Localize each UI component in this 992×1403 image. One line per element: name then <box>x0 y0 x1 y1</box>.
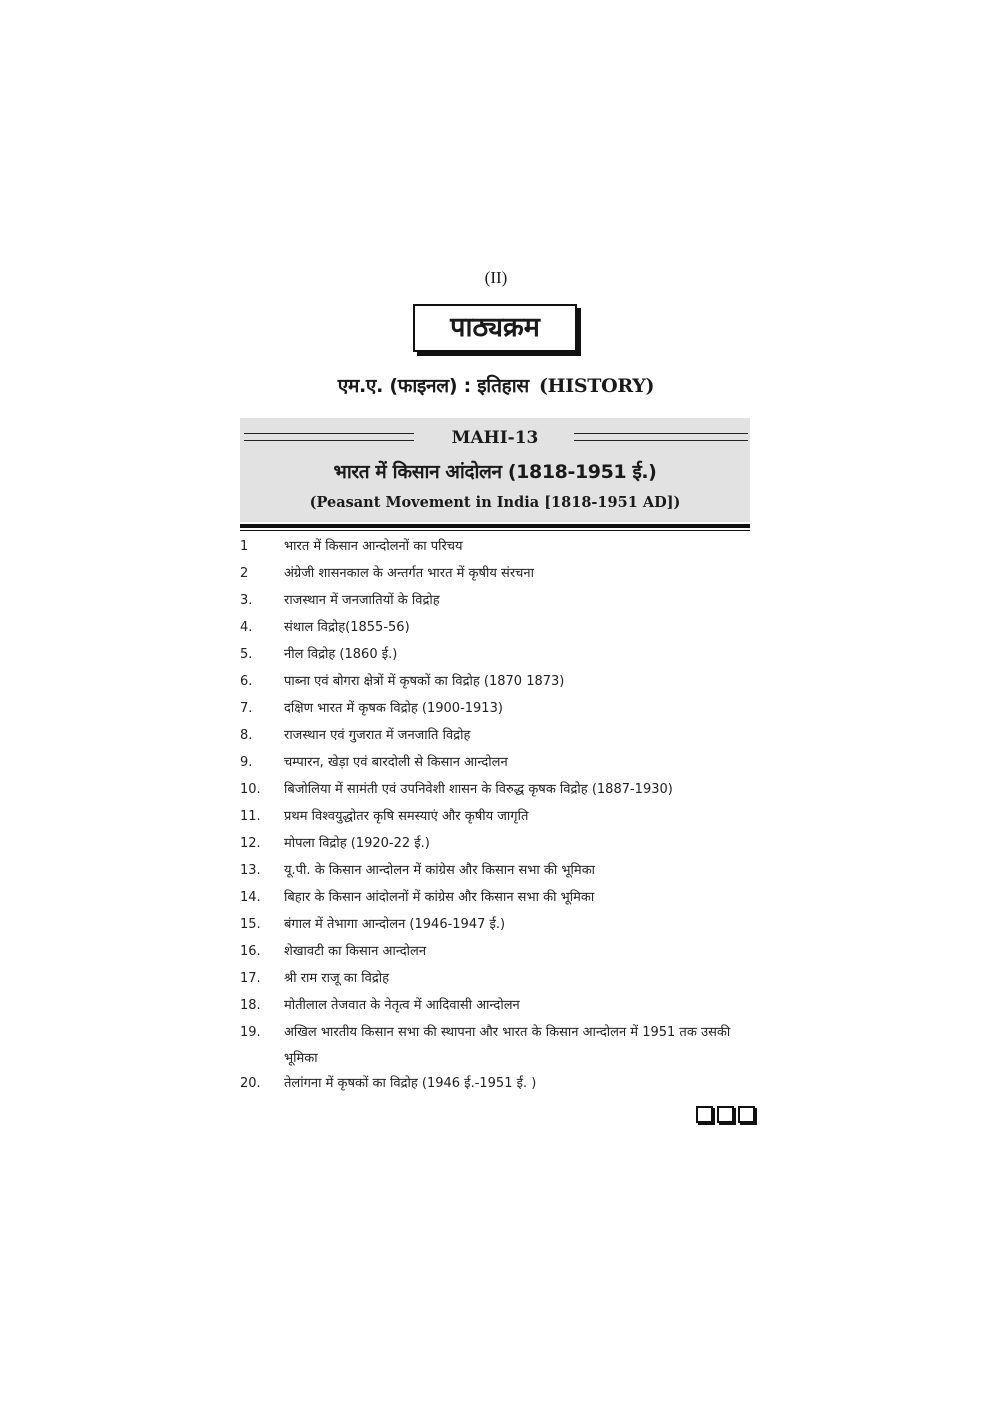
list-item <box>240 780 752 807</box>
list-item <box>240 1020 752 1074</box>
list-item <box>240 861 752 888</box>
list-item-text: शेखावटी का किसान आन्दोलन <box>284 944 427 959</box>
list-item <box>240 726 752 753</box>
course-header-rule-thin <box>240 530 750 531</box>
list-item <box>240 834 752 861</box>
end-mark-box-icon <box>696 1106 713 1123</box>
list-item-text: अंग्रेजी शासनकाल के अन्तर्गत भारत में कृषीय संरचना <box>284 566 534 581</box>
list-item-number: 11. <box>240 809 261 824</box>
end-mark-box-icon <box>738 1106 755 1123</box>
list-item-number: 9. <box>240 755 253 770</box>
list-item <box>240 537 752 564</box>
list-item-text: अखिल भारतीय किसान सभा की स्थापना और भारत के किसान आन्दोलन में 1951 तक उसकी भूमिका <box>284 1025 731 1066</box>
list-item-text: प्रथम विश्वयुद्धोतर कृषि समस्याएं और कृषीय जागृति <box>284 809 529 824</box>
list-item-number: 5. <box>240 647 253 662</box>
list-item-number: 2 <box>240 566 249 581</box>
list-item <box>240 672 752 699</box>
list-item-text: राजस्थान में जनजातियों के विद्रोह <box>284 593 440 608</box>
list-item-text: पाब्ना एवं बोगरा क्षेत्रों में कृषकों का विद्रोह (1870 1873) <box>284 674 565 689</box>
end-marks <box>696 1106 759 1124</box>
list-item <box>240 564 752 591</box>
list-item-number: 3. <box>240 593 253 608</box>
list-item-number: 6. <box>240 674 253 689</box>
list-item-number: 13. <box>240 863 261 878</box>
list-item-number: 4. <box>240 620 253 635</box>
list-item <box>240 969 752 996</box>
course-code-row <box>240 428 750 448</box>
program-subtitle-hindi: एम.ए. (फाइनल) : इतिहास <box>337 375 529 397</box>
list-item <box>240 1074 752 1101</box>
end-mark-box-icon <box>717 1106 734 1123</box>
list-item <box>240 807 752 834</box>
list-item-number: 19. <box>240 1025 261 1040</box>
course-title-hindi: भारत में किसान आंदोलन (1818-1951 ई.) <box>333 461 657 483</box>
list-item <box>240 591 752 618</box>
list-item <box>240 618 752 645</box>
list-item-text: भारत में किसान आन्दोलनों का परिचय <box>284 539 463 554</box>
page-title: पाठ्यक्रम <box>413 304 577 352</box>
list-item <box>240 888 752 915</box>
program-subtitle-english: (HISTORY) <box>538 375 655 397</box>
list-item-text: बंगाल में तेभागा आन्दोलन (1946-1947 ई.) <box>284 917 506 932</box>
list-item-text: संथाल विद्रोह(1855-56) <box>284 620 410 635</box>
program-subtitle <box>0 372 992 398</box>
list-item <box>240 915 752 942</box>
list-item-number: 10. <box>240 782 261 797</box>
page-number: (II) <box>484 268 508 287</box>
list-item-text: यू.पी. के किसान आन्दोलन में कांग्रेस और किसान सभा की भूमिका <box>284 863 596 878</box>
list-item-number: 18. <box>240 998 261 1013</box>
list-item-text: तेलांगना में कृषकों का विद्रोह (1946 ई.-1951 ई. ) <box>284 1076 537 1091</box>
list-item-text: मोपला विद्रोह (1920-22 ई.) <box>284 836 430 851</box>
list-item <box>240 699 752 726</box>
list-item <box>240 645 752 672</box>
course-title-english: (Peasant Movement in India [1818-1951 AD]) <box>309 494 681 511</box>
list-item-text: मोतीलाल तेजवात के नेतृत्व में आदिवासी आन्दोलन <box>284 998 520 1013</box>
list-item <box>240 996 752 1023</box>
list-item <box>240 753 752 780</box>
syllabus-list <box>240 537 752 1101</box>
list-item <box>240 942 752 969</box>
list-item-number: 14. <box>240 890 261 905</box>
list-item-number: 7. <box>240 701 253 716</box>
list-item-text: दक्षिण भारत में कृषक विद्रोह (1900-1913) <box>284 701 503 716</box>
list-item-number: 8. <box>240 728 253 743</box>
list-item-text: चम्पारन, खेड़ा एवं बारदोली से किसान आन्दोलन <box>284 755 508 770</box>
list-item-number: 12. <box>240 836 261 851</box>
list-item-text: नील विद्रोह (1860 ई.) <box>284 647 398 662</box>
course-header-rule <box>240 524 750 528</box>
list-item-number: 20. <box>240 1076 261 1091</box>
list-item-text: बिहार के किसान आंदोलनों में कांग्रेस और किसान सभा की भूमिका <box>284 890 595 905</box>
list-item-number: 1 <box>240 539 249 554</box>
list-item-text: बिजोलिया में सामंती एवं उपनिवेशी शासन के विरुद्ध कृषक विद्रोह (1887-1930) <box>284 782 673 797</box>
course-code: MAHI-13 <box>451 428 539 448</box>
list-item-text: राजस्थान एवं गुजरात में जनजाति विद्रोह <box>284 728 471 743</box>
list-item-number: 17. <box>240 971 261 986</box>
list-item-number: 16. <box>240 944 261 959</box>
list-item-number: 15. <box>240 917 261 932</box>
list-item-text: श्री राम राजू का विद्रोह <box>284 971 390 986</box>
